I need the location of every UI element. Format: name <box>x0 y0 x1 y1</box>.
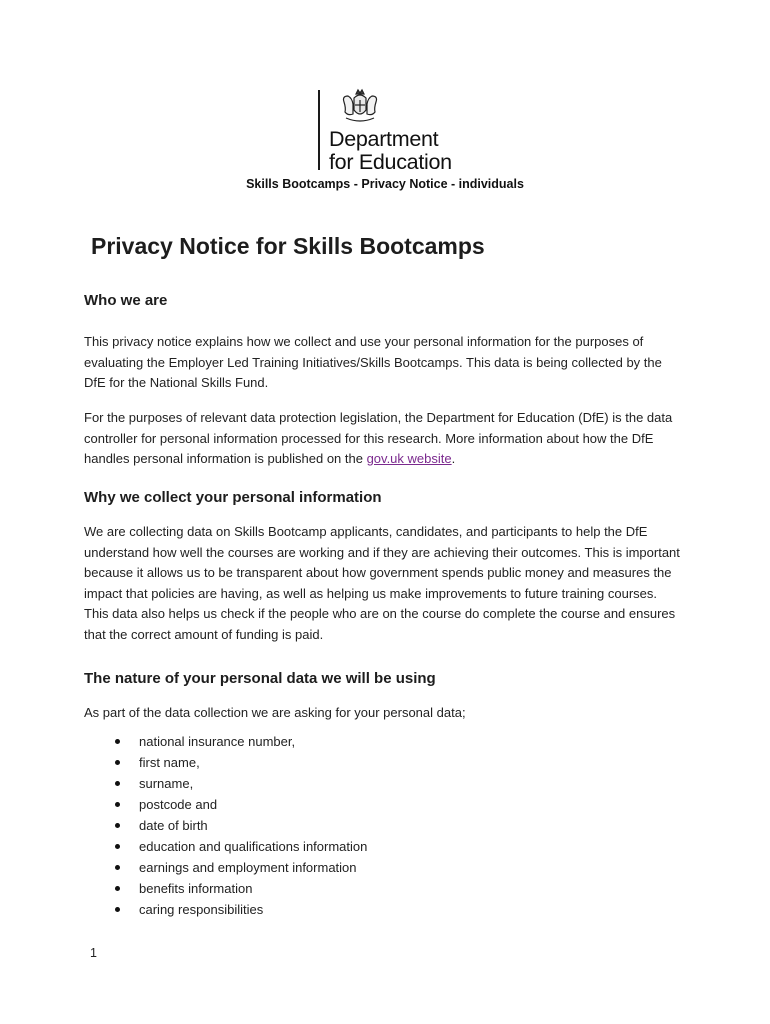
royal-coat-of-arms-icon <box>336 88 384 124</box>
list-item: caring responsibilities <box>112 899 367 920</box>
dfe-logo <box>318 88 478 172</box>
list-item: first name, <box>112 752 367 773</box>
heading-who-we-are: Who we are <box>84 292 168 309</box>
list-item: national insurance number, <box>112 731 367 752</box>
gov-uk-website-link[interactable]: gov.uk website <box>366 451 452 466</box>
document-header: Skills Bootcamps - Privacy Notice - individuals <box>246 177 524 191</box>
heading-nature-of-data: The nature of your personal data we will be using <box>84 670 436 687</box>
heading-why-we-collect: Why we collect your personal information <box>84 489 382 506</box>
organisation-name <box>329 128 452 174</box>
paragraph-data-controller-text: For the purposes of relevant data protection legislation, the Department for Education (DfE) is the data controller for personal information processed for this research. More information about how the DfE handles personal information is published on the <box>84 410 673 466</box>
page-number: 1 <box>90 946 97 960</box>
list-item: benefits information <box>112 878 367 899</box>
organisation-name-line2: for Education <box>329 150 452 174</box>
paragraph-who-we-are: This privacy notice explains how we collect and use your personal information for the purposes of evaluating the Employer Led Training Initiatives/Skills Bootcamps. This data is being collected by the DfE for the National Skills Fund. <box>84 334 662 390</box>
paragraph-nature-intro: As part of the data collection we are asking for your personal data; <box>84 705 466 720</box>
logo-divider <box>318 90 320 170</box>
paragraph-why-we-collect: We are collecting data on Skills Bootcamp applicants, candidates, and participants to help the DfE understand how well the courses are working and if they are achieving their outcomes. This is important because it allows us to be transparent about how government spends public money and measures the impact that policies are having, as well as helping us make improvements to future training courses. This data also helps us check if the people who are on the course do complete the course and ensures that the correct amount of funding is paid. <box>84 524 680 642</box>
list-item: education and qualifications information <box>112 836 367 857</box>
paragraph-data-controller-end: . <box>451 451 456 466</box>
page-title: Privacy Notice for Skills Bootcamps <box>91 233 485 259</box>
list-item: surname, <box>112 773 367 794</box>
organisation-name-line1: Department <box>329 127 439 151</box>
list-item: date of birth <box>112 815 367 836</box>
paragraph-data-controller <box>84 408 684 470</box>
personal-data-list <box>112 731 367 920</box>
list-item: postcode and <box>112 794 367 815</box>
list-item: earnings and employment information <box>112 857 367 878</box>
